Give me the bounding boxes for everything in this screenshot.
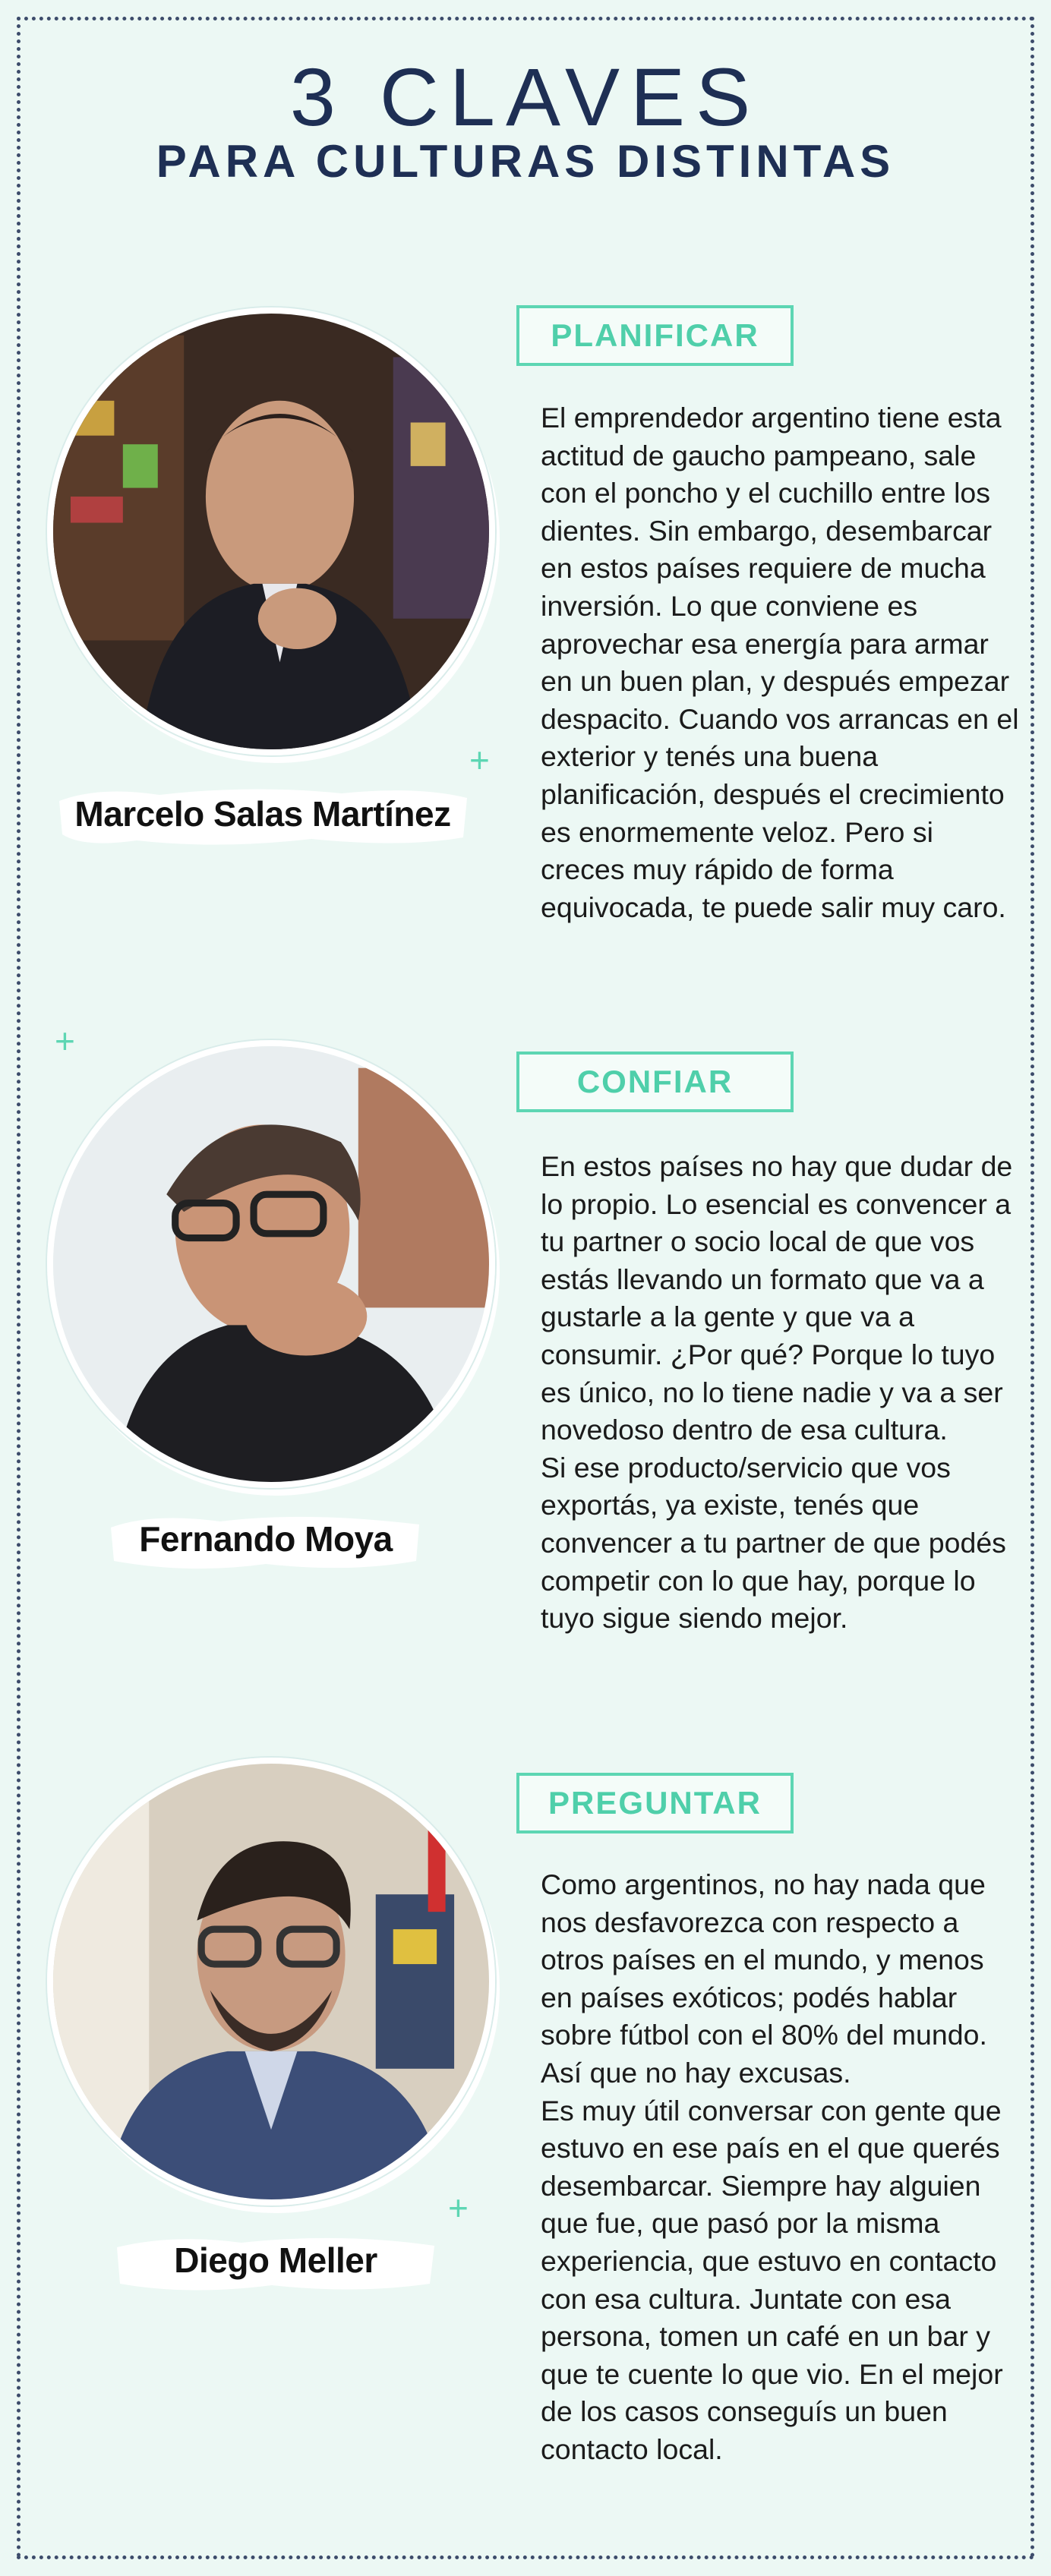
person-name: Marcelo Salas Martínez	[74, 794, 451, 834]
person-name: Fernando Moya	[139, 1519, 393, 1559]
section-body	[541, 1148, 1021, 1638]
portrait-photo-1	[47, 307, 495, 755]
page-title: 3 CLAVES	[289, 51, 762, 143]
plus-icon: +	[55, 1021, 75, 1061]
name-tag-2	[106, 1503, 425, 1579]
plus-icon: +	[469, 740, 490, 780]
section-label-box	[516, 1773, 794, 1833]
plus-icon: +	[448, 2188, 469, 2228]
portrait-photo-2	[47, 1040, 495, 1488]
section-label: CONFIAR	[576, 1064, 734, 1099]
paragraph: Es muy útil conversar con gente que estuvo en ese país en el que querés desembarcar. Siempre hay alguien que fue, que pasó por la misma experiencia, que estuvo en contacto con esa cultura. Juntate con esa persona, tomen un café en un bar y que te cuente lo que vio. En el mejor de los casos conseguís un buen contacto local.	[541, 2094, 1003, 2465]
name-tag-3	[112, 2224, 439, 2300]
section-label: PLANIFICAR	[551, 317, 759, 353]
paragraph: En estos países no hay que dudar de lo propio. Lo esencial es convencer a tu partner o socio local de que vos estás llevando un formato que va a gustarle a la gente y que va a consumir. ¿Por qué? Porque lo tuyo es único, no lo tiene nadie y va a ser novedoso dentro de esa cultura.	[541, 1150, 1013, 1446]
section-body	[541, 399, 1021, 926]
person-name: Diego Meller	[174, 2240, 377, 2280]
name-tag-1	[53, 778, 472, 854]
paragraph: Como argentinos, no hay nada que nos desfavorezca con respecto a otros países en el mundo, y menos en países exóticos; podés hablar sobre fútbol con el 80% del mundo. Así que no hay excusas.	[541, 1868, 987, 2089]
page-subtitle: PARA CULTURAS DISTINTAS	[156, 136, 895, 187]
section-label-box	[516, 1052, 794, 1112]
section-body	[541, 1866, 1021, 2469]
section-label-box	[516, 305, 794, 366]
section-label: PREGUNTAR	[548, 1785, 762, 1821]
paragraph: El emprendedor argentino tiene esta actitud de gaucho pampeano, sale con el poncho y el cuchillo entre los dientes. Sin embargo, desembarcar en estos países requiere de mucha inversión. Lo que conviene es aprovechar esa energía para armar en un buen plan, y después empezar despacito. Cuando vos arrancas en el exterior y tenés una buena planificación, después el crecimiento es enormemente veloz. Pero si creces muy rápido de forma equivocada, te puede salir muy caro.	[541, 402, 1019, 923]
paragraph: Si ese producto/servicio que vos exportás, ya existe, tenés que convencer a tu partner de que podés competir con lo que hay, porque lo tuyo sigue siendo mejor.	[541, 1451, 1006, 1635]
portrait-photo-3	[47, 1758, 495, 2206]
